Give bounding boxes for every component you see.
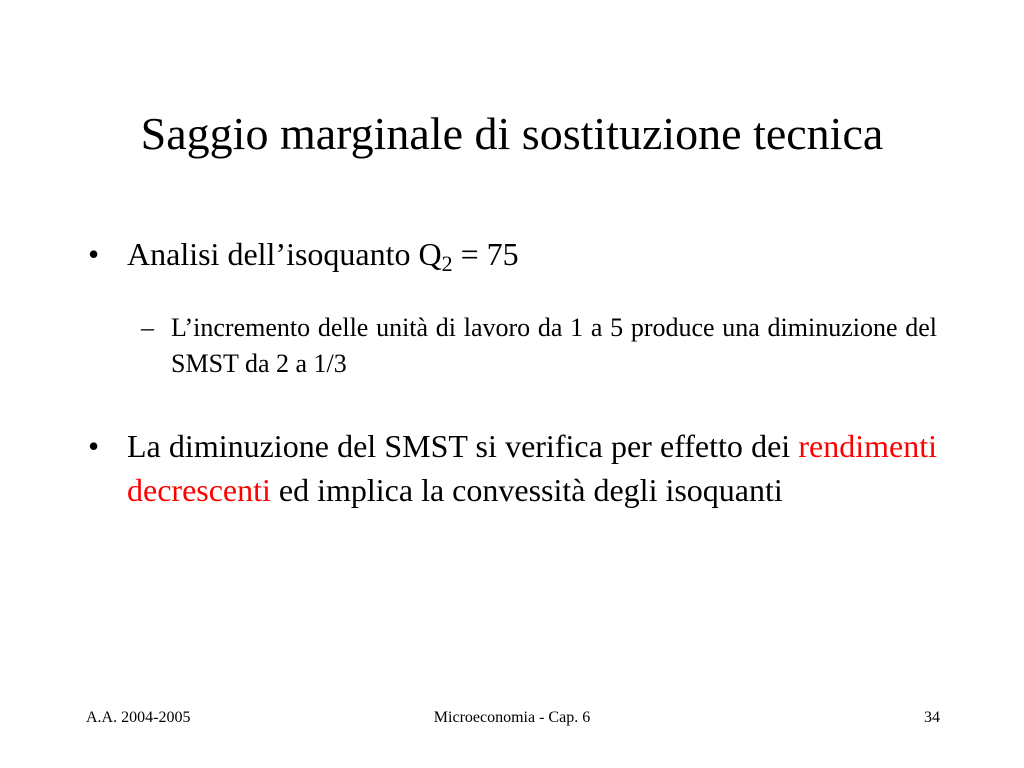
bullet-2 <box>88 424 937 512</box>
subbullet-1-text: L’incremento delle unità di lavoro da 1 a 5 produce una diminuzione del SMST da 2 a 1/3 <box>171 313 937 378</box>
bullet-1-text-end: = 75 <box>452 236 519 272</box>
slide-title: Saggio marginale di sostituzione tecnica <box>140 108 884 159</box>
bullet-1 <box>88 232 937 276</box>
bullet-1-text-start: Analisi dell’isoquanto Q <box>127 236 442 272</box>
bullet-2-text-start: La diminuzione del SMST si verifica per effetto dei <box>127 428 799 464</box>
bullet-2-text <box>127 424 937 512</box>
footer-academic-year: A.A. 2004-2005 <box>86 709 191 726</box>
bullet-1-text <box>127 232 937 276</box>
subbullet-1 <box>141 310 937 382</box>
highlighted-term: rendimenti decrescenti <box>127 428 937 508</box>
footer-page-number: 34 <box>924 709 940 726</box>
bullet-2-text-end: ed implica la convessità degli isoquanti <box>270 472 783 508</box>
bullet-marker: • <box>88 428 100 464</box>
bullet-marker: • <box>88 236 100 272</box>
bullet-1-subscript: 2 <box>441 251 453 276</box>
subbullet-marker: – <box>141 313 154 342</box>
footer-course-title: Microeconomia - Cap. 6 <box>433 709 591 726</box>
